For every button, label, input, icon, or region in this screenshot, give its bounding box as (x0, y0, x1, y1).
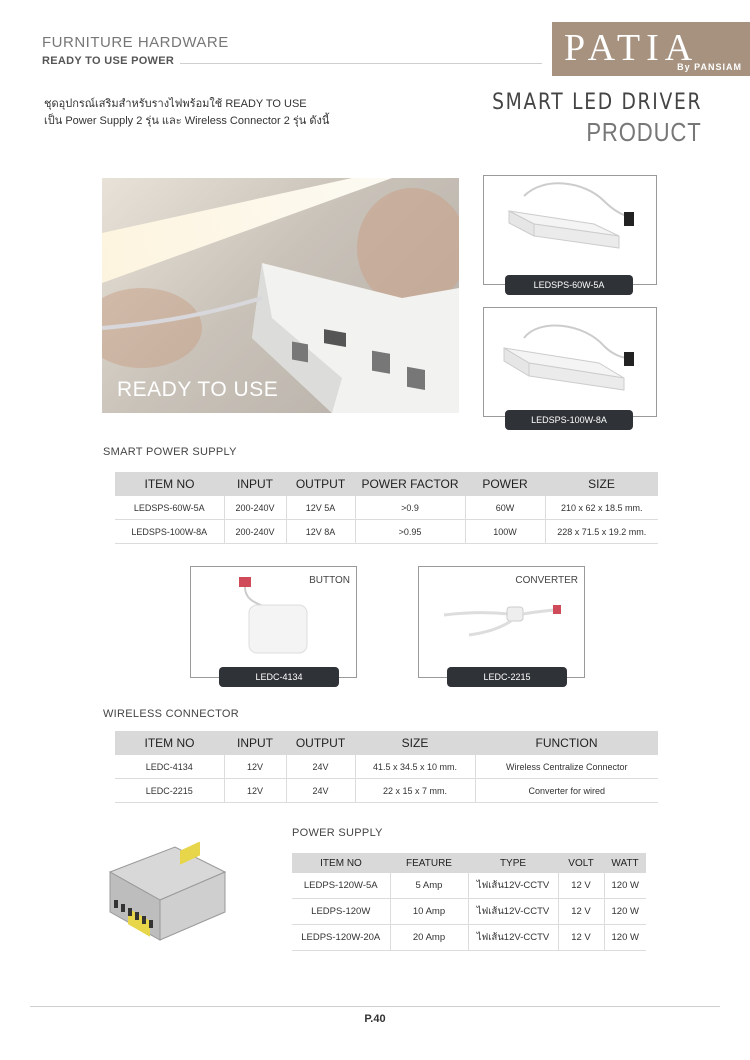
driver-label-1: LEDSPS-60W-5A (505, 275, 633, 295)
connector-label-converter: LEDC-2215 (447, 667, 567, 687)
cell: LEDPS-120W-20A (292, 925, 390, 951)
col-function: FUNCTION (475, 731, 658, 755)
cell: LEDPS-120W-5A (292, 873, 390, 899)
page-number: P.40 (364, 1013, 386, 1025)
cell: ไฟเส้น12V-CCTV (468, 873, 558, 899)
col-volt: VOLT (558, 853, 604, 873)
cell: 228 x 71.5 x 19.2 mm. (545, 520, 658, 544)
table-row (292, 873, 646, 899)
table-row (292, 899, 646, 925)
cell: Converter for wired (475, 779, 658, 803)
col-item-no: ITEM NO (292, 853, 390, 873)
table-row (115, 755, 658, 779)
wireless-connector-title: WIRELESS CONNECTOR (103, 708, 239, 720)
product-title: SMART LED DRIVER (491, 90, 702, 115)
power-supply-table (292, 853, 646, 951)
cell: 120 W (604, 925, 646, 951)
cell: 200-240V (224, 520, 286, 544)
cell: 120 W (604, 873, 646, 899)
power-supply-title: POWER SUPPLY (292, 827, 383, 839)
cell: 12V 8A (286, 520, 355, 544)
cell: LEDC-2215 (115, 779, 224, 803)
wireless-connector-table (115, 731, 658, 803)
power-supply-illustration (100, 842, 230, 947)
cell: 12 V (558, 873, 604, 899)
col-item-no: ITEM NO (115, 731, 224, 755)
hero-image (102, 178, 459, 413)
cell: 120 W (604, 899, 646, 925)
cell: 200-240V (224, 496, 286, 520)
cell: ไฟเส้น12V-CCTV (468, 925, 558, 951)
hero-caption: READY TO USE (117, 378, 279, 401)
col-output: OUTPUT (286, 472, 355, 496)
intro-line-1: ชุดอุปกรณ์เสริมสำหรับรางไฟพร้อมใช้ READY TO USE (44, 98, 307, 110)
driver-100w-illustration (484, 308, 656, 416)
cell: 41.5 x 34.5 x 10 mm. (355, 755, 475, 779)
brand-name: PATIA (564, 27, 699, 69)
col-size: SIZE (545, 472, 658, 496)
cell: LEDPS-120W (292, 899, 390, 925)
footer-divider (30, 1006, 720, 1007)
cell: 12 V (558, 925, 604, 951)
cell: 24V (286, 779, 355, 803)
col-power-factor: POWER FACTOR (355, 472, 465, 496)
connector-type-converter: CONVERTER (515, 575, 578, 586)
table-row (115, 779, 658, 803)
brand-by: By PANSIAM (677, 62, 742, 72)
cell: 210 x 62 x 18.5 mm. (545, 496, 658, 520)
brand-logo (552, 22, 750, 76)
cell: LEDC-4134 (115, 755, 224, 779)
category-subtitle: READY TO USE POWER (42, 55, 175, 67)
smart-power-supply-table (115, 472, 658, 544)
driver-label-2: LEDSPS-100W-8A (505, 410, 633, 430)
cell: >0.9 (355, 496, 465, 520)
table-header-row (115, 731, 658, 755)
col-watt: WATT (604, 853, 646, 873)
category-title: FURNITURE HARDWARE (42, 34, 229, 51)
cell: 100W (465, 520, 545, 544)
table-row (115, 520, 658, 544)
table-header-row (115, 472, 658, 496)
cell: 5 Amp (390, 873, 468, 899)
cell: LEDSPS-60W-5A (115, 496, 224, 520)
header-divider (180, 63, 542, 64)
driver-image-frame-1 (483, 175, 657, 285)
cell: 10 Amp (390, 899, 468, 925)
cell: ไฟเส้น12V-CCTV (468, 899, 558, 925)
product-subtitle: PRODUCT (586, 117, 702, 147)
col-size: SIZE (355, 731, 475, 755)
cell: 22 x 15 x 7 mm. (355, 779, 475, 803)
intro-text (44, 96, 404, 130)
connector-type-button: BUTTON (309, 575, 350, 586)
col-feature: FEATURE (390, 853, 468, 873)
cell: LEDSPS-100W-8A (115, 520, 224, 544)
driver-image-frame-2 (483, 307, 657, 417)
power-supply-image (100, 842, 230, 947)
table-header-row (292, 853, 646, 873)
col-type: TYPE (468, 853, 558, 873)
col-power: POWER (465, 472, 545, 496)
intro-line-2: เป็น Power Supply 2 รุ่น และ Wireless Connector 2 รุ่น ดังนี้ (44, 115, 330, 127)
table-row (115, 496, 658, 520)
connector-label-button: LEDC-4134 (219, 667, 339, 687)
connector-image-frame-button (190, 566, 357, 678)
cell: Wireless Centralize Connector (475, 755, 658, 779)
col-item-no: ITEM NO (115, 472, 224, 496)
col-input: INPUT (224, 472, 286, 496)
col-input: INPUT (224, 731, 286, 755)
cell: 12 V (558, 899, 604, 925)
table-row (292, 925, 646, 951)
cell: 24V (286, 755, 355, 779)
cell: 12V (224, 755, 286, 779)
cell: 12V 5A (286, 496, 355, 520)
col-output: OUTPUT (286, 731, 355, 755)
cell: 60W (465, 496, 545, 520)
cell: 12V (224, 779, 286, 803)
cell: 20 Amp (390, 925, 468, 951)
driver-60w-illustration (484, 176, 656, 284)
smart-power-supply-title: SMART POWER SUPPLY (103, 446, 237, 458)
cell: >0.95 (355, 520, 465, 544)
connector-image-frame-converter (418, 566, 585, 678)
